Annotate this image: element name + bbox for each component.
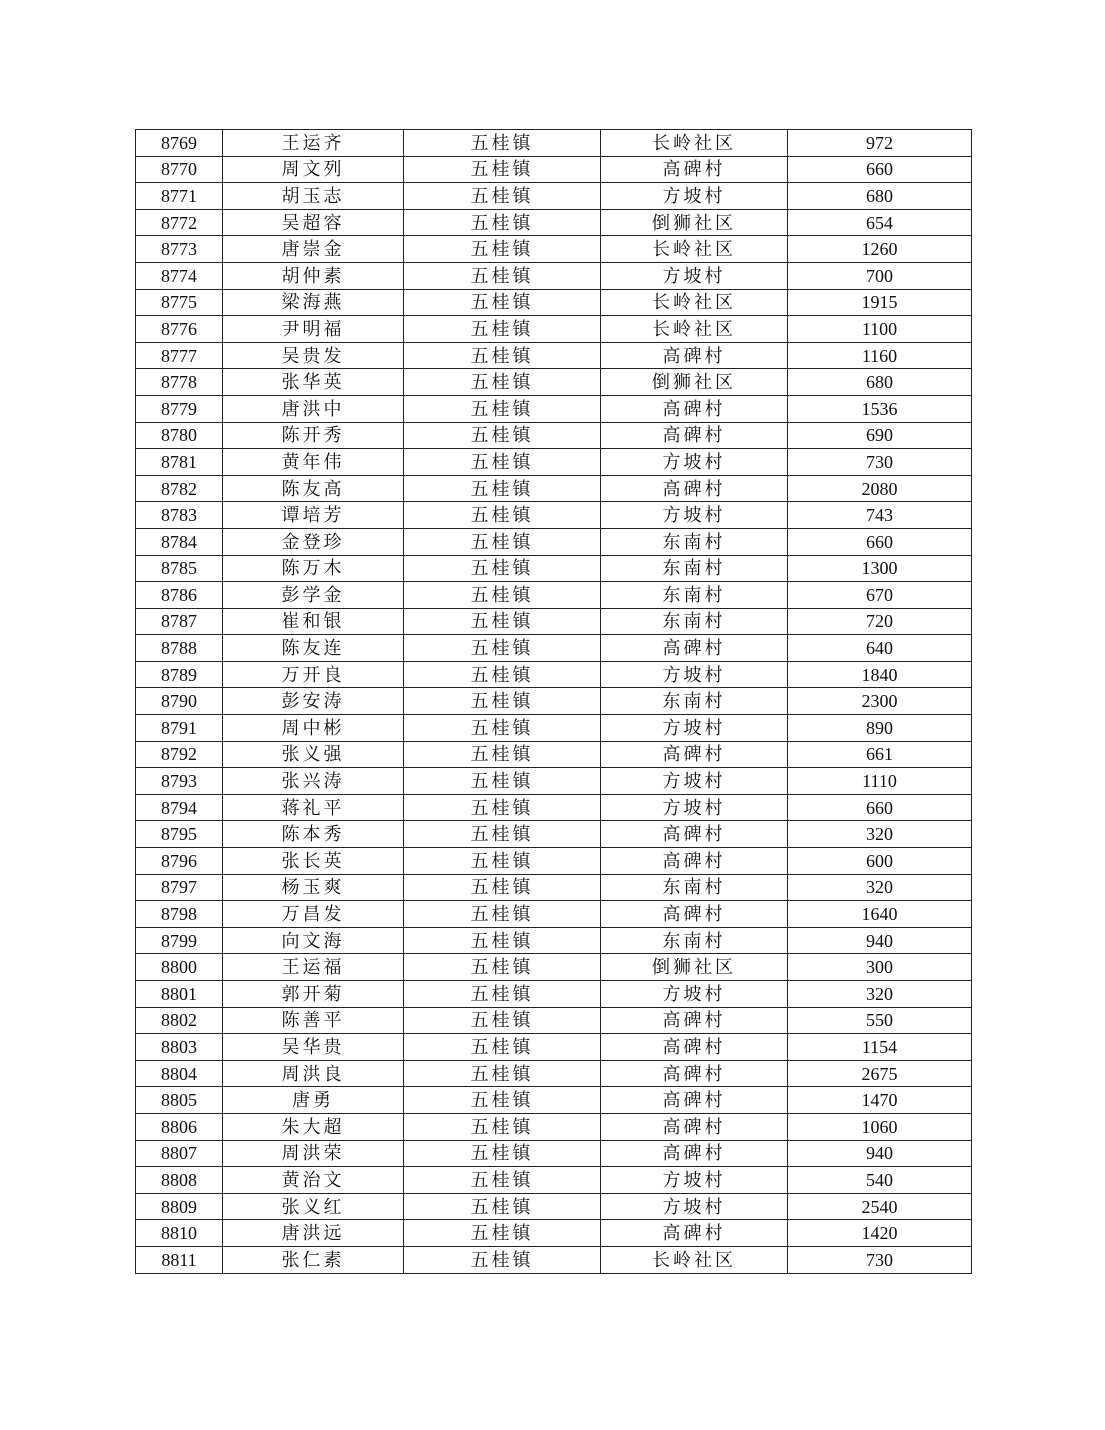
cell-name: 胡玉志 (223, 183, 404, 210)
cell-village: 高碑村 (601, 1140, 788, 1167)
cell-village: 长岭社区 (601, 316, 788, 343)
cell-village: 方坡村 (601, 661, 788, 688)
cell-name: 黄年伟 (223, 449, 404, 476)
cell-id: 8801 (136, 981, 223, 1008)
cell-id: 8779 (136, 395, 223, 422)
cell-town: 五桂镇 (404, 1193, 601, 1220)
cell-village: 长岭社区 (601, 130, 788, 157)
table-row (136, 1060, 972, 1087)
cell-amount: 890 (788, 715, 972, 742)
cell-town: 五桂镇 (404, 661, 601, 688)
cell-id: 8797 (136, 874, 223, 901)
cell-id: 8786 (136, 582, 223, 609)
cell-amount: 1110 (788, 768, 972, 795)
cell-village: 长岭社区 (601, 289, 788, 316)
cell-village: 高碑村 (601, 635, 788, 662)
cell-town: 五桂镇 (404, 528, 601, 555)
cell-id: 8805 (136, 1087, 223, 1114)
cell-town: 五桂镇 (404, 369, 601, 396)
cell-village: 高碑村 (601, 848, 788, 875)
table-row (136, 715, 972, 742)
cell-name: 蒋礼平 (223, 794, 404, 821)
cell-amount: 730 (788, 449, 972, 476)
cell-id: 8780 (136, 422, 223, 449)
cell-amount: 660 (788, 794, 972, 821)
table-row (136, 449, 972, 476)
table-row (136, 502, 972, 529)
cell-id: 8789 (136, 661, 223, 688)
cell-name: 朱大超 (223, 1113, 404, 1140)
cell-amount: 743 (788, 502, 972, 529)
cell-town: 五桂镇 (404, 901, 601, 928)
cell-id: 8775 (136, 289, 223, 316)
cell-id: 8798 (136, 901, 223, 928)
cell-town: 五桂镇 (404, 821, 601, 848)
cell-id: 8800 (136, 954, 223, 981)
cell-amount: 661 (788, 741, 972, 768)
cell-name: 吴贵发 (223, 342, 404, 369)
table-row (136, 1246, 972, 1273)
cell-town: 五桂镇 (404, 289, 601, 316)
cell-id: 8809 (136, 1193, 223, 1220)
cell-village: 高碑村 (601, 1113, 788, 1140)
cell-village: 东南村 (601, 688, 788, 715)
cell-id: 8782 (136, 475, 223, 502)
cell-village: 长岭社区 (601, 1246, 788, 1273)
table-row (136, 1087, 972, 1114)
cell-town: 五桂镇 (404, 422, 601, 449)
cell-amount: 972 (788, 130, 972, 157)
cell-village: 高碑村 (601, 901, 788, 928)
cell-village: 方坡村 (601, 794, 788, 821)
cell-name: 周洪良 (223, 1060, 404, 1087)
cell-amount: 940 (788, 927, 972, 954)
cell-town: 五桂镇 (404, 395, 601, 422)
cell-name: 吴华贵 (223, 1034, 404, 1061)
document-table-container (135, 129, 972, 1274)
cell-id: 8790 (136, 688, 223, 715)
cell-town: 五桂镇 (404, 1246, 601, 1273)
table-row (136, 1113, 972, 1140)
cell-id: 8794 (136, 794, 223, 821)
cell-name: 王运福 (223, 954, 404, 981)
cell-village: 高碑村 (601, 741, 788, 768)
cell-town: 五桂镇 (404, 794, 601, 821)
cell-name: 张兴涛 (223, 768, 404, 795)
cell-town: 五桂镇 (404, 236, 601, 263)
cell-village: 高碑村 (601, 422, 788, 449)
table-row (136, 661, 972, 688)
cell-id: 8772 (136, 209, 223, 236)
cell-village: 长岭社区 (601, 236, 788, 263)
cell-name: 吴超容 (223, 209, 404, 236)
cell-amount: 1300 (788, 555, 972, 582)
cell-town: 五桂镇 (404, 1140, 601, 1167)
table-row (136, 635, 972, 662)
table-row (136, 1007, 972, 1034)
cell-name: 郭开菊 (223, 981, 404, 1008)
table-row (136, 954, 972, 981)
cell-town: 五桂镇 (404, 1113, 601, 1140)
cell-amount: 660 (788, 528, 972, 555)
cell-amount: 1154 (788, 1034, 972, 1061)
cell-village: 东南村 (601, 608, 788, 635)
cell-village: 方坡村 (601, 981, 788, 1008)
cell-amount: 1260 (788, 236, 972, 263)
table-row (136, 608, 972, 635)
cell-amount: 1470 (788, 1087, 972, 1114)
cell-town: 五桂镇 (404, 449, 601, 476)
cell-name: 陈本秀 (223, 821, 404, 848)
cell-name: 张华英 (223, 369, 404, 396)
cell-amount: 680 (788, 369, 972, 396)
cell-village: 方坡村 (601, 262, 788, 289)
cell-town: 五桂镇 (404, 848, 601, 875)
cell-amount: 300 (788, 954, 972, 981)
cell-village: 方坡村 (601, 715, 788, 742)
cell-amount: 1160 (788, 342, 972, 369)
table-row (136, 342, 972, 369)
cell-id: 8784 (136, 528, 223, 555)
cell-amount: 660 (788, 156, 972, 183)
cell-name: 谭培芳 (223, 502, 404, 529)
cell-town: 五桂镇 (404, 608, 601, 635)
cell-village: 高碑村 (601, 156, 788, 183)
table-row (136, 156, 972, 183)
cell-id: 8787 (136, 608, 223, 635)
cell-town: 五桂镇 (404, 316, 601, 343)
cell-village: 高碑村 (601, 821, 788, 848)
table-row (136, 316, 972, 343)
cell-amount: 2080 (788, 475, 972, 502)
cell-town: 五桂镇 (404, 981, 601, 1008)
cell-amount: 550 (788, 1007, 972, 1034)
cell-id: 8806 (136, 1113, 223, 1140)
cell-village: 方坡村 (601, 1193, 788, 1220)
cell-village: 倒狮社区 (601, 369, 788, 396)
cell-name: 唐勇 (223, 1087, 404, 1114)
table-row (136, 262, 972, 289)
cell-amount: 1640 (788, 901, 972, 928)
cell-village: 高碑村 (601, 1007, 788, 1034)
table-row (136, 1140, 972, 1167)
table-row (136, 183, 972, 210)
table-row (136, 369, 972, 396)
table-row (136, 130, 972, 157)
cell-id: 8811 (136, 1246, 223, 1273)
table-body (136, 130, 972, 1274)
cell-amount: 600 (788, 848, 972, 875)
cell-id: 8783 (136, 502, 223, 529)
table-row (136, 794, 972, 821)
cell-village: 方坡村 (601, 502, 788, 529)
cell-amount: 1536 (788, 395, 972, 422)
cell-town: 五桂镇 (404, 1007, 601, 1034)
cell-name: 万昌发 (223, 901, 404, 928)
cell-amount: 2300 (788, 688, 972, 715)
cell-id: 8795 (136, 821, 223, 848)
cell-id: 8796 (136, 848, 223, 875)
cell-amount: 690 (788, 422, 972, 449)
table-row (136, 422, 972, 449)
cell-village: 方坡村 (601, 1167, 788, 1194)
table-row (136, 236, 972, 263)
cell-id: 8773 (136, 236, 223, 263)
cell-amount: 320 (788, 874, 972, 901)
cell-name: 唐崇金 (223, 236, 404, 263)
cell-name: 金登珍 (223, 528, 404, 555)
cell-amount: 1060 (788, 1113, 972, 1140)
cell-village: 方坡村 (601, 768, 788, 795)
cell-id: 8769 (136, 130, 223, 157)
cell-id: 8807 (136, 1140, 223, 1167)
cell-id: 8808 (136, 1167, 223, 1194)
table-row (136, 475, 972, 502)
cell-town: 五桂镇 (404, 1034, 601, 1061)
table-row (136, 927, 972, 954)
cell-village: 高碑村 (601, 1034, 788, 1061)
table-row (136, 1034, 972, 1061)
cell-amount: 2675 (788, 1060, 972, 1087)
cell-name: 周中彬 (223, 715, 404, 742)
cell-name: 陈友连 (223, 635, 404, 662)
cell-id: 8792 (136, 741, 223, 768)
cell-id: 8774 (136, 262, 223, 289)
cell-amount: 720 (788, 608, 972, 635)
table-row (136, 874, 972, 901)
cell-amount: 1915 (788, 289, 972, 316)
cell-town: 五桂镇 (404, 1087, 601, 1114)
cell-id: 8771 (136, 183, 223, 210)
table-row (136, 768, 972, 795)
cell-town: 五桂镇 (404, 262, 601, 289)
cell-town: 五桂镇 (404, 954, 601, 981)
cell-name: 杨玉爽 (223, 874, 404, 901)
cell-town: 五桂镇 (404, 582, 601, 609)
cell-town: 五桂镇 (404, 741, 601, 768)
cell-village: 方坡村 (601, 449, 788, 476)
cell-amount: 1420 (788, 1220, 972, 1247)
cell-amount: 2540 (788, 1193, 972, 1220)
cell-town: 五桂镇 (404, 555, 601, 582)
cell-village: 高碑村 (601, 342, 788, 369)
cell-town: 五桂镇 (404, 209, 601, 236)
cell-id: 8777 (136, 342, 223, 369)
cell-amount: 654 (788, 209, 972, 236)
cell-town: 五桂镇 (404, 475, 601, 502)
cell-name: 胡仲素 (223, 262, 404, 289)
cell-village: 高碑村 (601, 395, 788, 422)
cell-amount: 1840 (788, 661, 972, 688)
cell-name: 张仁素 (223, 1246, 404, 1273)
cell-id: 8810 (136, 1220, 223, 1247)
cell-name: 万开良 (223, 661, 404, 688)
cell-town: 五桂镇 (404, 874, 601, 901)
cell-village: 高碑村 (601, 1087, 788, 1114)
cell-name: 黄治文 (223, 1167, 404, 1194)
cell-id: 8793 (136, 768, 223, 795)
table-row (136, 1167, 972, 1194)
cell-name: 崔和银 (223, 608, 404, 635)
cell-village: 东南村 (601, 555, 788, 582)
cell-name: 陈万木 (223, 555, 404, 582)
cell-town: 五桂镇 (404, 768, 601, 795)
table-row (136, 688, 972, 715)
cell-amount: 320 (788, 821, 972, 848)
cell-id: 8791 (136, 715, 223, 742)
cell-amount: 640 (788, 635, 972, 662)
cell-town: 五桂镇 (404, 183, 601, 210)
cell-id: 8804 (136, 1060, 223, 1087)
cell-town: 五桂镇 (404, 1220, 601, 1247)
table-row (136, 395, 972, 422)
cell-name: 陈开秀 (223, 422, 404, 449)
table-row (136, 741, 972, 768)
table-row (136, 555, 972, 582)
cell-village: 高碑村 (601, 475, 788, 502)
table-row (136, 1220, 972, 1247)
cell-village: 高碑村 (601, 1060, 788, 1087)
cell-village: 倒狮社区 (601, 209, 788, 236)
table-row (136, 528, 972, 555)
cell-name: 唐洪远 (223, 1220, 404, 1247)
cell-town: 五桂镇 (404, 1167, 601, 1194)
cell-amount: 940 (788, 1140, 972, 1167)
table-row (136, 821, 972, 848)
cell-id: 8770 (136, 156, 223, 183)
cell-town: 五桂镇 (404, 342, 601, 369)
cell-amount: 730 (788, 1246, 972, 1273)
cell-amount: 670 (788, 582, 972, 609)
table-row (136, 848, 972, 875)
cell-name: 张长英 (223, 848, 404, 875)
cell-amount: 680 (788, 183, 972, 210)
cell-town: 五桂镇 (404, 1060, 601, 1087)
cell-amount: 1100 (788, 316, 972, 343)
cell-name: 尹明福 (223, 316, 404, 343)
cell-id: 8781 (136, 449, 223, 476)
cell-name: 王运齐 (223, 130, 404, 157)
cell-name: 向文海 (223, 927, 404, 954)
cell-id: 8788 (136, 635, 223, 662)
cell-village: 方坡村 (601, 183, 788, 210)
cell-village: 高碑村 (601, 1220, 788, 1247)
cell-town: 五桂镇 (404, 502, 601, 529)
cell-town: 五桂镇 (404, 715, 601, 742)
cell-amount: 320 (788, 981, 972, 1008)
cell-town: 五桂镇 (404, 635, 601, 662)
cell-name: 张义强 (223, 741, 404, 768)
cell-id: 8803 (136, 1034, 223, 1061)
table-row (136, 209, 972, 236)
table-row (136, 1193, 972, 1220)
data-table (135, 129, 972, 1274)
cell-village: 倒狮社区 (601, 954, 788, 981)
cell-id: 8776 (136, 316, 223, 343)
cell-name: 张义红 (223, 1193, 404, 1220)
cell-name: 彭安涛 (223, 688, 404, 715)
cell-village: 东南村 (601, 582, 788, 609)
table-row (136, 289, 972, 316)
table-row (136, 901, 972, 928)
cell-name: 唐洪中 (223, 395, 404, 422)
cell-name: 陈友高 (223, 475, 404, 502)
cell-name: 周文列 (223, 156, 404, 183)
cell-name: 梁海燕 (223, 289, 404, 316)
cell-town: 五桂镇 (404, 927, 601, 954)
cell-village: 东南村 (601, 927, 788, 954)
cell-id: 8802 (136, 1007, 223, 1034)
cell-id: 8778 (136, 369, 223, 396)
cell-name: 彭学金 (223, 582, 404, 609)
cell-town: 五桂镇 (404, 156, 601, 183)
cell-town: 五桂镇 (404, 130, 601, 157)
cell-id: 8785 (136, 555, 223, 582)
cell-village: 东南村 (601, 528, 788, 555)
table-row (136, 582, 972, 609)
cell-amount: 700 (788, 262, 972, 289)
cell-town: 五桂镇 (404, 688, 601, 715)
cell-name: 陈善平 (223, 1007, 404, 1034)
table-row (136, 981, 972, 1008)
cell-amount: 540 (788, 1167, 972, 1194)
cell-id: 8799 (136, 927, 223, 954)
cell-village: 东南村 (601, 874, 788, 901)
cell-name: 周洪荣 (223, 1140, 404, 1167)
